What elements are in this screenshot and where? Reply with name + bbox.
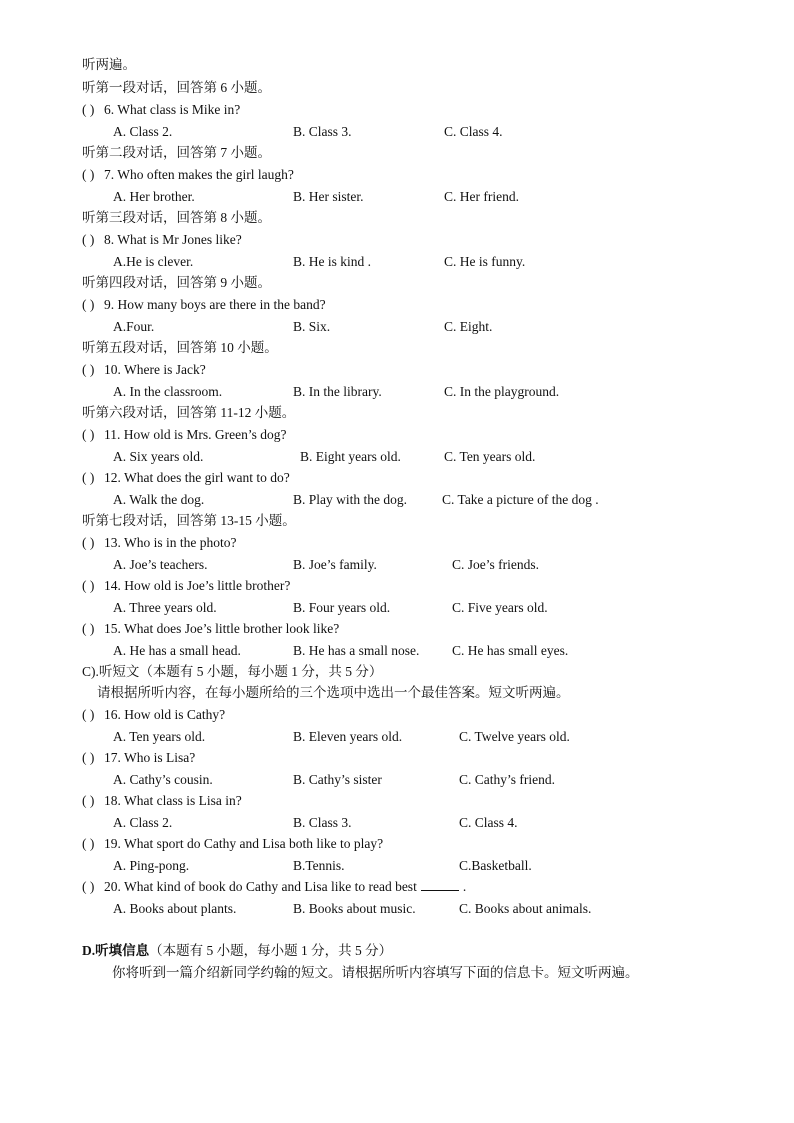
section-d-title [82, 942, 392, 960]
option-b: B. He is kind . [293, 254, 372, 269]
question-6 [82, 101, 240, 119]
option-a: A. Cathy’s cousin. [113, 772, 213, 787]
dialogue-header: 听第二段对话，回答第 7 小题。 [82, 145, 271, 160]
answer-bracket: ( ) [82, 102, 95, 117]
dialogue-header: 听第四段对话，回答第 9 小题。 [82, 275, 271, 290]
question-16 [82, 706, 225, 724]
option-a: A. Her brother. [113, 189, 195, 204]
answer-bracket: ( ) [82, 879, 95, 894]
option-c: C. Eight. [444, 319, 493, 334]
option-c: C. Ten years old. [444, 449, 536, 464]
question-text: 19. What sport do Cathy and Lisa both like to play? [104, 836, 384, 851]
option-b: B. Play with the dog. [293, 492, 407, 507]
section-c-instruction: 请根据所听内容，在每小题所给的三个选项中选出一个最佳答案。短文听两遍。 [97, 685, 570, 700]
option-b: B. Joe’s family. [293, 557, 377, 572]
option-a: A. Books about plants. [113, 901, 237, 916]
option-a: A. Three years old. [113, 600, 217, 615]
question-18 [82, 792, 242, 810]
dialogue-header: 听第六段对话，回答第 11-12 小题。 [82, 405, 296, 420]
option-a: A. Joe’s teachers. [113, 557, 208, 572]
option-b: B. Her sister. [293, 189, 364, 204]
section-d-title-bold: D.听填信息 [82, 943, 150, 958]
question-12 [82, 469, 290, 487]
option-c: C. Cathy’s friend. [459, 772, 555, 787]
section-d-instruction: 你将听到一篇介绍新同学约翰的短文。请根据所听内容填写下面的信息卡。短文听两遍。 [112, 965, 639, 980]
question-text: 16. How old is Cathy? [104, 707, 226, 722]
answer-bracket: ( ) [82, 297, 95, 312]
question-text: 12. What does the girl want to do? [104, 470, 290, 485]
dialogue-header: 听第五段对话，回答第 10 小题。 [82, 340, 278, 355]
question-text: 17. Who is Lisa? [104, 750, 196, 765]
option-c: C. Her friend. [444, 189, 519, 204]
option-a: A. Class 2. [113, 815, 173, 830]
question-text: 8. What is Mr Jones like? [104, 232, 242, 247]
question-7 [82, 166, 294, 184]
question-11 [82, 426, 286, 444]
question-13 [82, 534, 237, 552]
question-10 [82, 361, 206, 379]
option-b: B. Books about music. [293, 901, 416, 916]
answer-bracket: ( ) [82, 470, 95, 485]
dialogue-header: 听第七段对话，回答第 13-15 小题。 [82, 513, 296, 528]
option-a: A. Ten years old. [113, 729, 206, 744]
option-c: C. Take a picture of the dog . [442, 492, 599, 507]
answer-bracket: ( ) [82, 750, 95, 765]
option-b: B. Eleven years old. [293, 729, 403, 744]
question-17 [82, 749, 195, 767]
option-c: C. Joe’s friends. [452, 557, 539, 572]
section-c-title: C).听短文（本题有 5 小题，每小题 1 分，共 5 分） [82, 664, 383, 679]
question-19 [82, 835, 383, 853]
option-c: C. In the playground. [444, 384, 560, 399]
question-20 [82, 878, 466, 896]
option-c: C. He is funny. [444, 254, 526, 269]
option-a: A. Ping-pong. [113, 858, 190, 873]
question-text: 14. How old is Joe’s little brother? [104, 578, 291, 593]
question-text: 18. What class is Lisa in? [104, 793, 242, 808]
option-c: C. Books about animals. [459, 901, 592, 916]
question-text: 20. What kind of book do Cathy and Lisa like to read best [104, 879, 417, 894]
option-b: B. Six. [293, 319, 331, 334]
option-b: B. He has a small nose. [293, 643, 420, 658]
option-b: B. Cathy’s sister [293, 772, 382, 787]
option-a: A.Four. [113, 319, 155, 334]
answer-bracket: ( ) [82, 362, 95, 377]
option-b: B. In the library. [293, 384, 382, 399]
option-a: A. In the classroom. [113, 384, 223, 399]
answer-bracket: ( ) [82, 621, 95, 636]
option-a: A. Six years old. [113, 449, 204, 464]
answer-bracket: ( ) [82, 535, 95, 550]
section-d-title-rest: （本题有 5 小题，每小题 1 分，共 5 分） [149, 943, 393, 958]
option-a: A. Walk the dog. [113, 492, 205, 507]
option-b: B.Tennis. [293, 858, 345, 873]
option-c: C.Basketball. [459, 858, 532, 873]
question-15 [82, 620, 339, 638]
option-a: A.He is clever. [113, 254, 194, 269]
dialogue-header: 听第一段对话，回答第 6 小题。 [82, 80, 271, 95]
answer-bracket: ( ) [82, 167, 95, 182]
option-b: B. Class 3. [293, 124, 352, 139]
option-b: B. Four years old. [293, 600, 391, 615]
answer-blank[interactable] [421, 878, 459, 891]
option-c: C. Class 4. [444, 124, 503, 139]
dialogue-header: 听第三段对话，回答第 8 小题。 [82, 210, 271, 225]
question-9 [82, 296, 326, 314]
option-c: C. Class 4. [459, 815, 518, 830]
question-text: 10. Where is Jack? [104, 362, 206, 377]
answer-bracket: ( ) [82, 707, 95, 722]
answer-bracket: ( ) [82, 578, 95, 593]
option-c: C. Twelve years old. [459, 729, 570, 744]
answer-bracket: ( ) [82, 793, 95, 808]
option-c: C. Five years old. [452, 600, 548, 615]
option-a: A. Class 2. [113, 124, 173, 139]
question-text: 15. What does Joe’s little brother look like? [104, 621, 340, 636]
option-b: B. Eight years old. [300, 449, 401, 464]
answer-bracket: ( ) [82, 232, 95, 247]
question-text: 13. Who is in the photo? [104, 535, 237, 550]
option-a: A. He has a small head. [113, 643, 241, 658]
option-c: C. He has small eyes. [452, 643, 569, 658]
intro-line: 听两遍。 [82, 57, 136, 72]
answer-bracket: ( ) [82, 836, 95, 851]
question-text: 7. Who often makes the girl laugh? [104, 167, 294, 182]
option-b: B. Class 3. [293, 815, 352, 830]
question-8 [82, 231, 242, 249]
answer-bracket: ( ) [82, 427, 95, 442]
question-text: 6. What class is Mike in? [104, 102, 241, 117]
question-14 [82, 577, 290, 595]
question-text: 11. How old is Mrs. Green’s dog? [104, 427, 287, 442]
question-text: 9. How many boys are there in the band? [104, 297, 326, 312]
question-text-end: . [462, 879, 467, 894]
